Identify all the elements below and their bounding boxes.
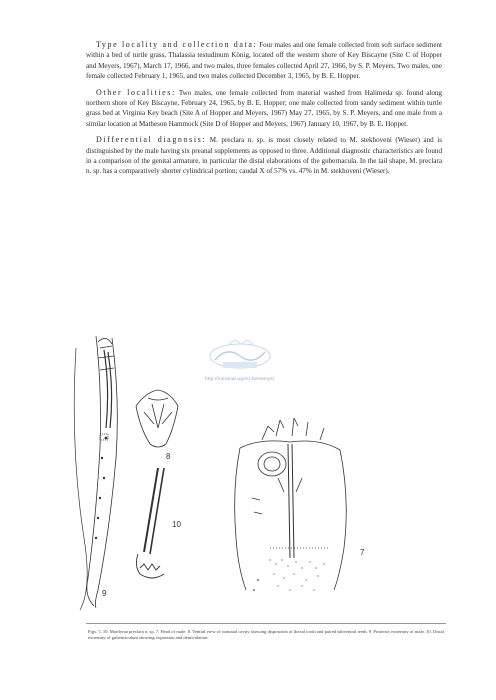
figure-caption: Figs. 7–10. Marilynia preclara n. sp. 7. Head of male. 8. Ventral view of stomatal cavity showing disposition of dorsal tooth and paired subventral teeth. 9. Posterior extremity of male. 10. Distal extremity of gubernaculum showing expansion and denticulation. — [88, 629, 444, 641]
paragraph-other-localities — [86, 88, 442, 130]
figure-plate — [40, 328, 460, 618]
watermark-url: http://intramar.ugent.be/nemys/ — [205, 376, 275, 381]
figure-9-drawing — [87, 336, 117, 608]
text-type-locality: Four males and one female collected from soft surface sediment within a bed of turtle grass, Thalassia testudinum König, located off the western shore of Key Biscayne (Site C of Hopper and Meyers, 1967), March 17, 1966, and two males, three females collected April 27, 1966, by S. P. Meyers. Two males, one female collected February 1, 1965, and two males collected December 3, 1965, by B. E. Hopper. — [86, 41, 442, 81]
figure-label-10: 10 — [172, 520, 181, 529]
figure-label-9: 9 — [102, 589, 107, 598]
text-other-localities: Two males, one female collected from material washed from Halimeda sp. found along northern shore of Key Biscayne, February 24, 1965, by B. E. Hopper; one male collected from sandy sediment within turtle grass bed at Virginia Key beach (Site A of Hopper and Meyers, 1967) May 27, 1965, by S. P. Meyers, and one male from a similar location at Matheson Hammock (Site D of Hopper and Meyers, 1967) January 10, 1967, by B. E. Hopper. — [86, 88, 442, 128]
heading-differential-diagnosis: Differential diagnosis: — [96, 135, 207, 145]
body-text — [86, 40, 442, 183]
figure-7-drawing — [235, 418, 347, 590]
figure-8-drawing — [136, 390, 178, 447]
paragraph-type-locality — [86, 40, 442, 82]
figure-drawings — [40, 328, 460, 618]
figure-label-7: 7 — [360, 548, 365, 557]
figure-label-8: 8 — [166, 452, 171, 461]
heading-type-locality: Type locality and collection data: — [96, 40, 258, 49]
heading-other-localities: Other localities: — [96, 87, 176, 97]
figure-10-drawing — [136, 468, 164, 578]
paragraph-differential-diagnosis — [86, 135, 442, 177]
text-differential-diagnosis: M. preclara n. sp. is most closely related to M. stekhoveni (Wieser) and is distinguished by the male having six preanal supplements as opposed to three. Additional diagnostic characteristics are found in a comparison of the genital armature, in particular the distal elaborations of the gubernacula. In the tail shape, M. preclara n. sp. has a comparatively shorter cylindrical portion; caudal X of 57% vs. 47% in M. stekhoveni (Wieser). — [86, 136, 443, 176]
caption-divider — [86, 623, 446, 624]
figure-7-stipple — [253, 559, 325, 591]
